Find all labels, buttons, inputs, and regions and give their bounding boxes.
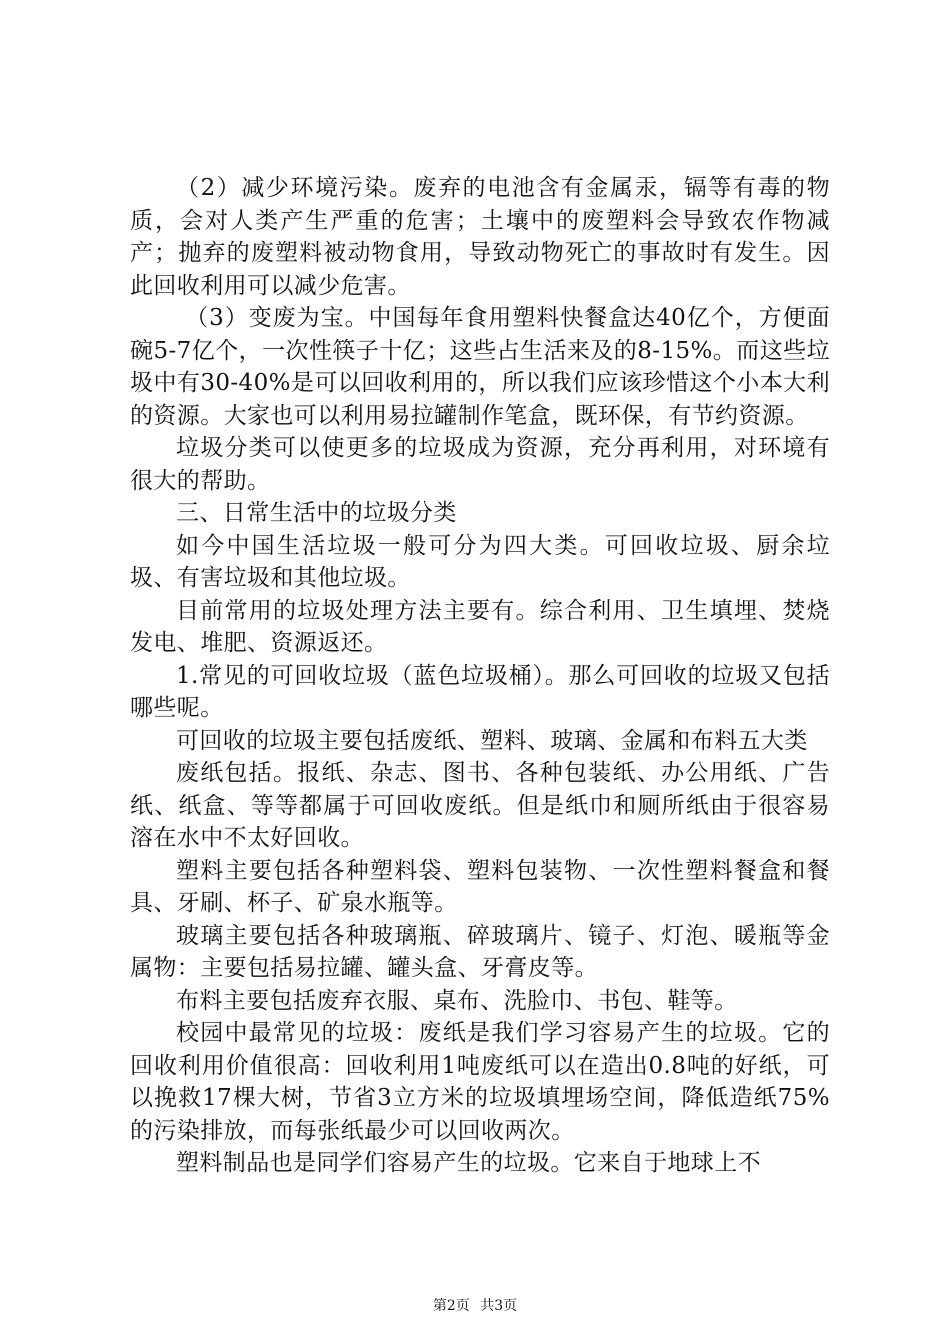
section-heading-daily-sorting: 三、日常生活中的垃圾分类 [176, 500, 457, 526]
paragraph-reduce-pollution: （2）减少环境污染。废弃的电池含有金属汞，镉等有毒的物质，会对人类产生严重的危害；土壤中的废塑料会导致农作物减产；抛弃的废塑料被动物食用，导致动物死亡的事故时有发生。因此回收利用可以减少危害。 [130, 175, 830, 299]
page-footer [0, 1296, 950, 1316]
paragraph-glass-metal: 玻璃主要包括各种玻璃瓶、碎玻璃片、镜子、灯泡、暖瓶等金属物：主要包括易拉罐、罐头盒、牙膏皮等。 [130, 922, 830, 981]
paragraph-waste-paper: 废纸包括。报纸、杂志、图书、各种包装纸、办公用纸、广告纸、纸盒、等等都属于可回收废纸。但是纸巾和厕所纸由于很容易溶在水中不太好回收。 [130, 760, 830, 851]
paragraph-recyclable-types: 可回收的垃圾主要包括废纸、塑料、玻璃、金属和布料五大类 [176, 727, 808, 754]
page-number-current: 第2页 [432, 1298, 470, 1314]
page-number-total: 共3页 [480, 1298, 518, 1314]
paragraph-four-categories: 如今中国生活垃圾一般可分为四大类。可回收垃圾、厨余垃圾、有害垃圾和其他垃圾。 [130, 532, 830, 591]
paragraph-fabric: 布料主要包括废弃衣服、桌布、洗脸巾、书包、鞋等。 [176, 987, 738, 1014]
paragraph-treatment-methods: 目前常用的垃圾处理方法主要有。综合利用、卫生填埋、焚烧发电、堆肥、资源返还。 [130, 597, 830, 656]
paragraph-sorting-benefit: 垃圾分类可以使更多的垃圾成为资源，充分再利用，对环境有很大的帮助。 [130, 435, 830, 494]
paragraph-waste-to-treasure: （3）变废为宝。中国每年食用塑料快餐盒达40亿个，方便面碗5-7亿个，一次性筷子十亿；这些占生活来及的8-15%。而这些垃圾中有30-40%是可以回收利用的，所以我们应该珍惜这个小本大利的资源。大家也可以利用易拉罐制作笔盒，既环保，有节约资源。 [130, 305, 830, 429]
document-body [130, 172, 830, 1180]
paragraph-campus-paper: 校园中最常见的垃圾：废纸是我们学习容易产生的垃圾。它的回收利用价值很高：回收利用1吨废纸可以在造出0.8吨的好纸，可以挽救17棵大树，节省3立方米的垃圾填埋场空间，降低造纸75%的污染排放，而每张纸最少可以回收两次。 [130, 1020, 830, 1144]
paragraph-plastic-products: 塑料制品也是同学们容易产生的垃圾。它来自于地球上不 [176, 1150, 761, 1176]
paragraph-recyclable-intro: 1.常见的可回收垃圾（蓝色垃圾桶）。那么可回收的垃圾又包括哪些呢。 [130, 662, 830, 721]
paragraph-plastic: 塑料主要包括各种塑料袋、塑料包装物、一次性塑料餐盒和餐具、牙刷、杯子、矿泉水瓶等。 [130, 857, 830, 916]
